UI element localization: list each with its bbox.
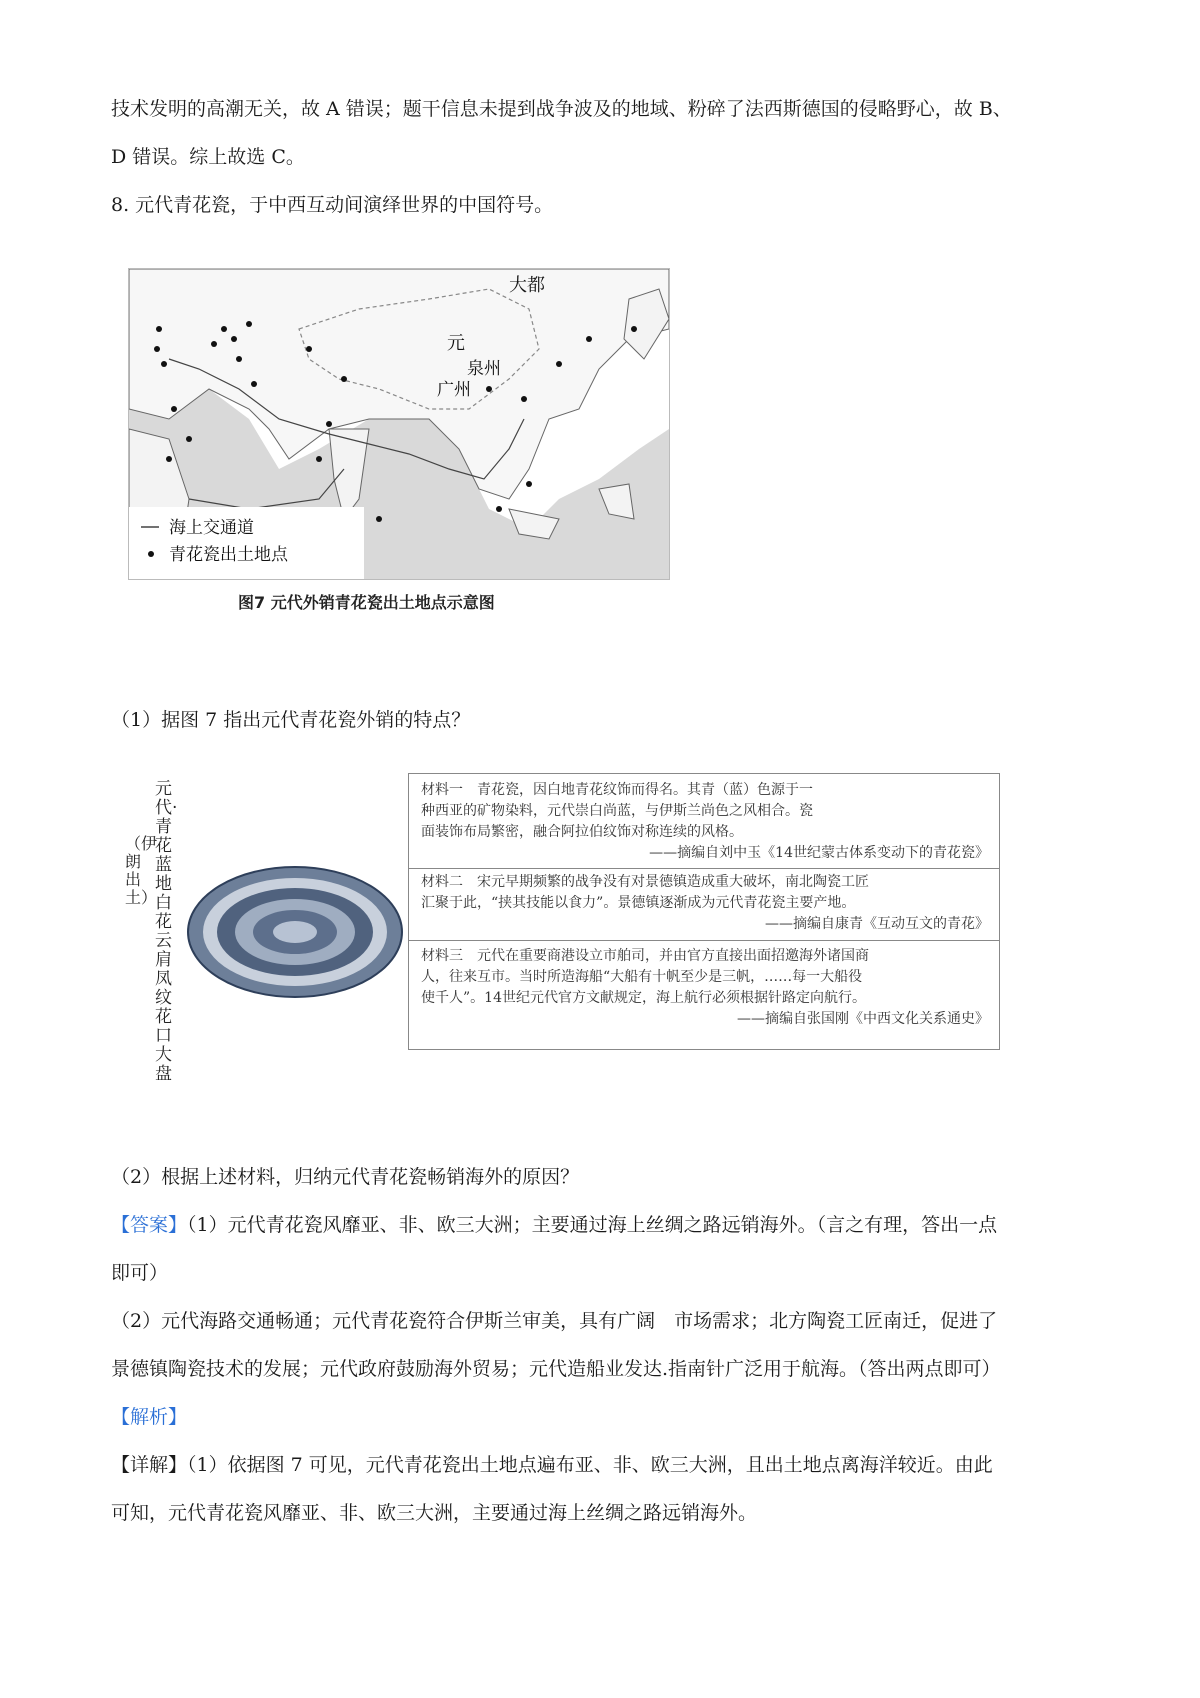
- sub-question-2: （2）根据上述材料，归纳元代青花瓷畅销海外的原因？: [111, 1166, 580, 1188]
- answer-text: （1）元代青花瓷风靡亚、非、欧三大洲；主要通过海上丝绸之路远销海外。（言之有理，答出一点: [187, 1214, 998, 1236]
- label-dadu: 大都: [509, 275, 545, 296]
- plate-origin-vertical: （伊朗出土）: [125, 834, 158, 907]
- plate-image: [185, 860, 405, 1000]
- answer-line: 即可）: [111, 1262, 169, 1284]
- material-2: [421, 872, 989, 935]
- text-line: 技术发明的高潮无关，故 A 错误；题干信息未提到战争波及的地域、粉碎了法西斯德国的侵略野心，故 B、: [111, 98, 1012, 120]
- legend-sites: 青花瓷出土地点: [169, 545, 288, 565]
- material-line: 材料一 青花瓷，因白地青花纹饰而得名。其青（蓝）色源于一: [421, 782, 813, 798]
- sub-question-1: （1）据图 7 指出元代青花瓷外销的特点？: [111, 709, 471, 731]
- detail-line: 可知，元代青花瓷风靡亚、非、欧三大洲，主要通过海上丝绸之路远销海外。: [111, 1502, 758, 1524]
- materials-box: [408, 773, 1000, 1050]
- label-yuan: 元: [447, 333, 465, 354]
- answer-tag: 【答案】: [111, 1214, 188, 1236]
- material-source: ——摘编自刘中玉《14世纪蒙古体系变动下的青花瓷》: [649, 845, 989, 861]
- map-figure: [128, 268, 670, 580]
- answer-line: （2）元代海路交通畅通；元代青花瓷符合伊斯兰审美，具有广阔 市场需求；北方陶瓷工匠南迁，促进了: [111, 1310, 998, 1332]
- detail-text: （1）依据图 7 可见，元代青花瓷出土地点遍布亚、非、欧三大洲，且出土地点离海洋较近。由此: [187, 1454, 993, 1476]
- material-line: 汇聚于此，“挟其技能以食力”。景德镇逐渐成为元代青花瓷主要产地。: [421, 895, 856, 911]
- material-line: 材料三 元代在重要商港设立市舶司，并由官方直接出面招邀海外诸国商: [421, 948, 869, 964]
- material-3: [421, 946, 989, 1030]
- detail-tag: 【详解】: [111, 1454, 188, 1476]
- material-source: ——摘编自张国刚《中西文化关系通史》: [737, 1011, 989, 1027]
- material-line: 人，往来互市。当时所造海船“大船有十帆至少是三帆，……每一大船役: [421, 969, 863, 985]
- plate-title-vertical: 元代·青花蓝地白花云肩凤纹花口大盘: [155, 779, 178, 1084]
- analysis-tag: 【解析】: [111, 1406, 188, 1428]
- detail-line: [111, 1453, 993, 1477]
- figure-caption: 图7 元代外销青花瓷出土地点示意图: [238, 593, 495, 612]
- material-line: 材料二 宋元早期频繁的战争没有对景德镇造成重大破坏，南北陶瓷工匠: [421, 874, 869, 890]
- material-line: 面装饰布局繁密，融合阿拉伯纹饰对称连续的风格。: [421, 824, 743, 840]
- material-line: 种西亚的矿物染料，元代崇白尚蓝，与伊斯兰尚色之风相合。瓷: [421, 803, 813, 819]
- text-line: D 错误。综上故选 C。: [111, 146, 305, 168]
- divider: [409, 868, 999, 869]
- material-line: 使千人”。14世纪元代官方文献规定，海上航行必须根据针路定向航行。: [421, 990, 866, 1006]
- label-guangzhou: 广州: [437, 380, 471, 400]
- question-stem: 8. 元代青花瓷，于中西互动间演绎世界的中国符号。: [111, 194, 554, 216]
- divider: [409, 940, 999, 941]
- material-1: [421, 780, 989, 864]
- answer-line: [111, 1213, 997, 1237]
- label-quanzhou: 泉州: [467, 359, 501, 379]
- legend-site-dot: [148, 551, 154, 557]
- material-source: ——摘编自康青《互动互文的青花》: [765, 916, 989, 932]
- answer-line: 景德镇陶瓷技术的发展；元代政府鼓励海外贸易；元代造船业发达.指南针广泛用于航海。（答出两点即可）: [111, 1358, 1001, 1380]
- legend-route: 海上交通道: [169, 518, 254, 538]
- asia-map: [129, 269, 669, 579]
